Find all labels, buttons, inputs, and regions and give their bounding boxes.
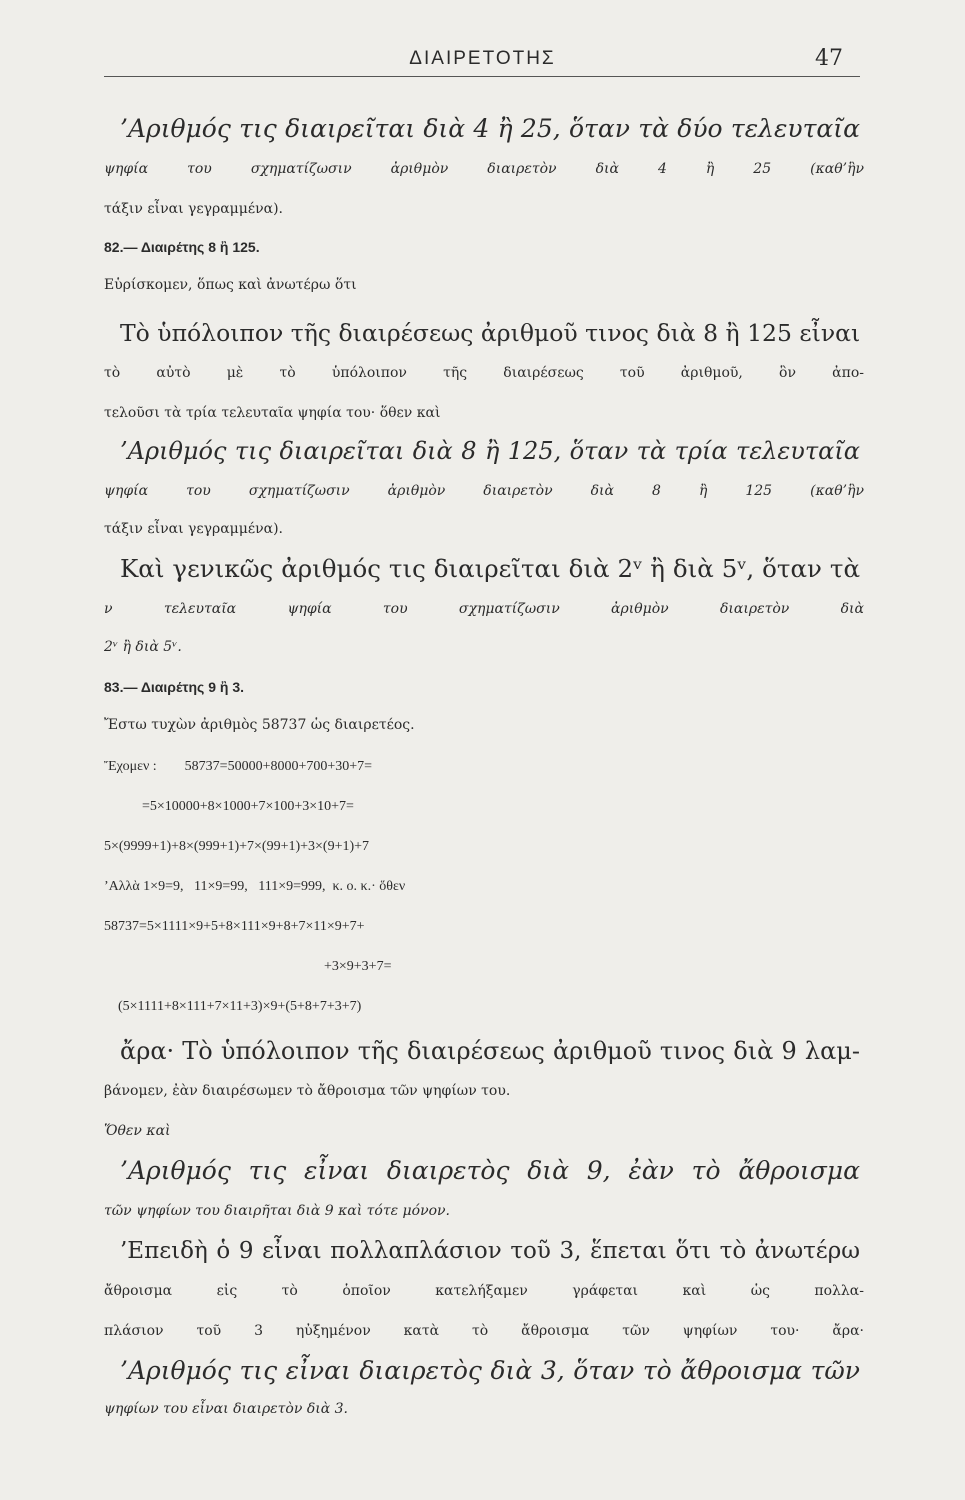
running-header-title: ΔΙΑΙΡΕΤΟΤΗΣ <box>409 48 556 69</box>
equation-line: (5×1111+8×111+7×11+3)×9+(5+8+7+3+7) <box>118 999 362 1014</box>
text-line: ’Επειδὴ ὁ 9 εἶναι πολλαπλάσιον τοῦ 3, ἕπεται ὅτι τὸ ἀνωτέρω <box>120 1238 860 1264</box>
header-rule <box>104 76 860 77</box>
section-heading-83: 83.— Διαιρέτης 9 ἢ 3. <box>104 679 245 695</box>
equation-line: 5×(9999+1)+8×(999+1)+7×(99+1)+3×(9+1)+7 <box>104 839 370 854</box>
text-line: ’Αριθμός τις εἶναι διαιρετὸς διὰ 3, ὅταν τὸ ἄθροισμα τῶν <box>120 1356 860 1385</box>
text-line: Τὸ ὑπόλοιπον τῆς διαιρέσεως ἀριθμοῦ τινος διὰ 8 ἢ 125 εἶναι <box>120 319 861 347</box>
equation-line: 58737=5×1111×9+5+8×111×9+8+7×11×9+7+ <box>104 919 365 934</box>
text-line: τάξιν εἶναι γεγραμμένα). <box>104 201 284 217</box>
text-line: 2ᵛ ἢ διὰ 5ᵛ. <box>104 639 182 655</box>
equation-line: =5×10000+8×1000+7×100+3×10+7= <box>142 799 354 814</box>
text-line: Εὑρίσκομεν, ὅπως καὶ ἀνωτέρω ὅτι <box>104 277 357 293</box>
equation-line: Ἔχομεν : 58737=50000+8000+700+30+7= <box>104 759 373 774</box>
text-line: ’Αριθμός τις διαιρεῖται διὰ 4 ἢ 25, ὅταν τὰ δύο τελευταῖα <box>120 114 860 143</box>
text-line: βάνομεν, ἐὰν διαιρέσωμεν τὸ ἄθροισμα τῶν ψηφίων του. <box>104 1083 511 1099</box>
text-line: ν τελευταῖα ψηφία του σχηματίζωσιν ἀριθμὸν διαιρετὸν διὰ <box>104 601 864 617</box>
text-line: ψηφία του σχηματίζωσιν ἀριθμὸν διαιρετὸν διὰ 8 ἢ 125 (καθ’ἣν <box>104 483 864 499</box>
text-line: ἄρα· Τὸ ὑπόλοιπον τῆς διαιρέσεως ἀριθμοῦ τινος διὰ 9 λαμ- <box>120 1037 860 1065</box>
text-line: ’Αριθμός τις εἶναι διαιρετὸς διὰ 9, ἐὰν τὸ ἄθροισμα <box>120 1156 860 1185</box>
text-line: τὸ αὐτὸ μὲ τὸ ὑπόλοιπον τῆς διαιρέσεως τοῦ ἀριθμοῦ, ὃν ἀπο- <box>104 365 864 381</box>
section-heading-82: 82.— Διαιρέτης 8 ἢ 125. <box>104 239 260 255</box>
page-number: 47 <box>815 46 843 71</box>
text-line: ’Αριθμός τις διαιρεῖται διὰ 8 ἢ 125, ὅταν τὰ τρία τελευταῖα <box>120 437 860 465</box>
text-line: ἄθροισμα εἰς τὸ ὁποῖον κατελήξαμεν γράφεται καὶ ὡς πολλα- <box>104 1283 864 1299</box>
equation-line: ’Αλλὰ 1×9=9, 11×9=99, 111×9=999, κ. ο. κ.· ὅθεν <box>104 879 406 894</box>
text-line: τάξιν εἶναι γεγραμμένα). <box>104 521 284 537</box>
equation-line: +3×9+3+7= <box>324 959 392 974</box>
text-line: ψηφίων του εἶναι διαιρετὸν διὰ 3. <box>104 1401 348 1417</box>
text-line: ψηφία του σχηματίζωσιν ἀριθμὸν διαιρετὸν διὰ 4 ἢ 25 (καθ’ἣν <box>104 161 864 177</box>
text-line: Ὅθεν καὶ <box>104 1123 171 1139</box>
text-line: τελοῦσι τὰ τρία τελευταῖα ψηφία του· ὅθεν καὶ <box>104 405 441 421</box>
text-line: Καὶ γενικῶς ἀριθμός τις διαιρεῖται διὰ 2ᵛ ἢ διὰ 5ᵛ, ὅταν τὰ <box>120 554 860 583</box>
text-line: τῶν ψηφίων του διαιρῆται διὰ 9 καὶ τότε μόνον. <box>104 1203 450 1219</box>
text-line: Ἔστω τυχὼν ἀριθμὸς 58737 ὡς διαιρετέος. <box>104 717 415 733</box>
text-line: πλάσιον τοῦ 3 ηὐξημένον κατὰ τὸ ἄθροισμα τῶν ψηφίων του· ἄρα· <box>104 1323 864 1339</box>
